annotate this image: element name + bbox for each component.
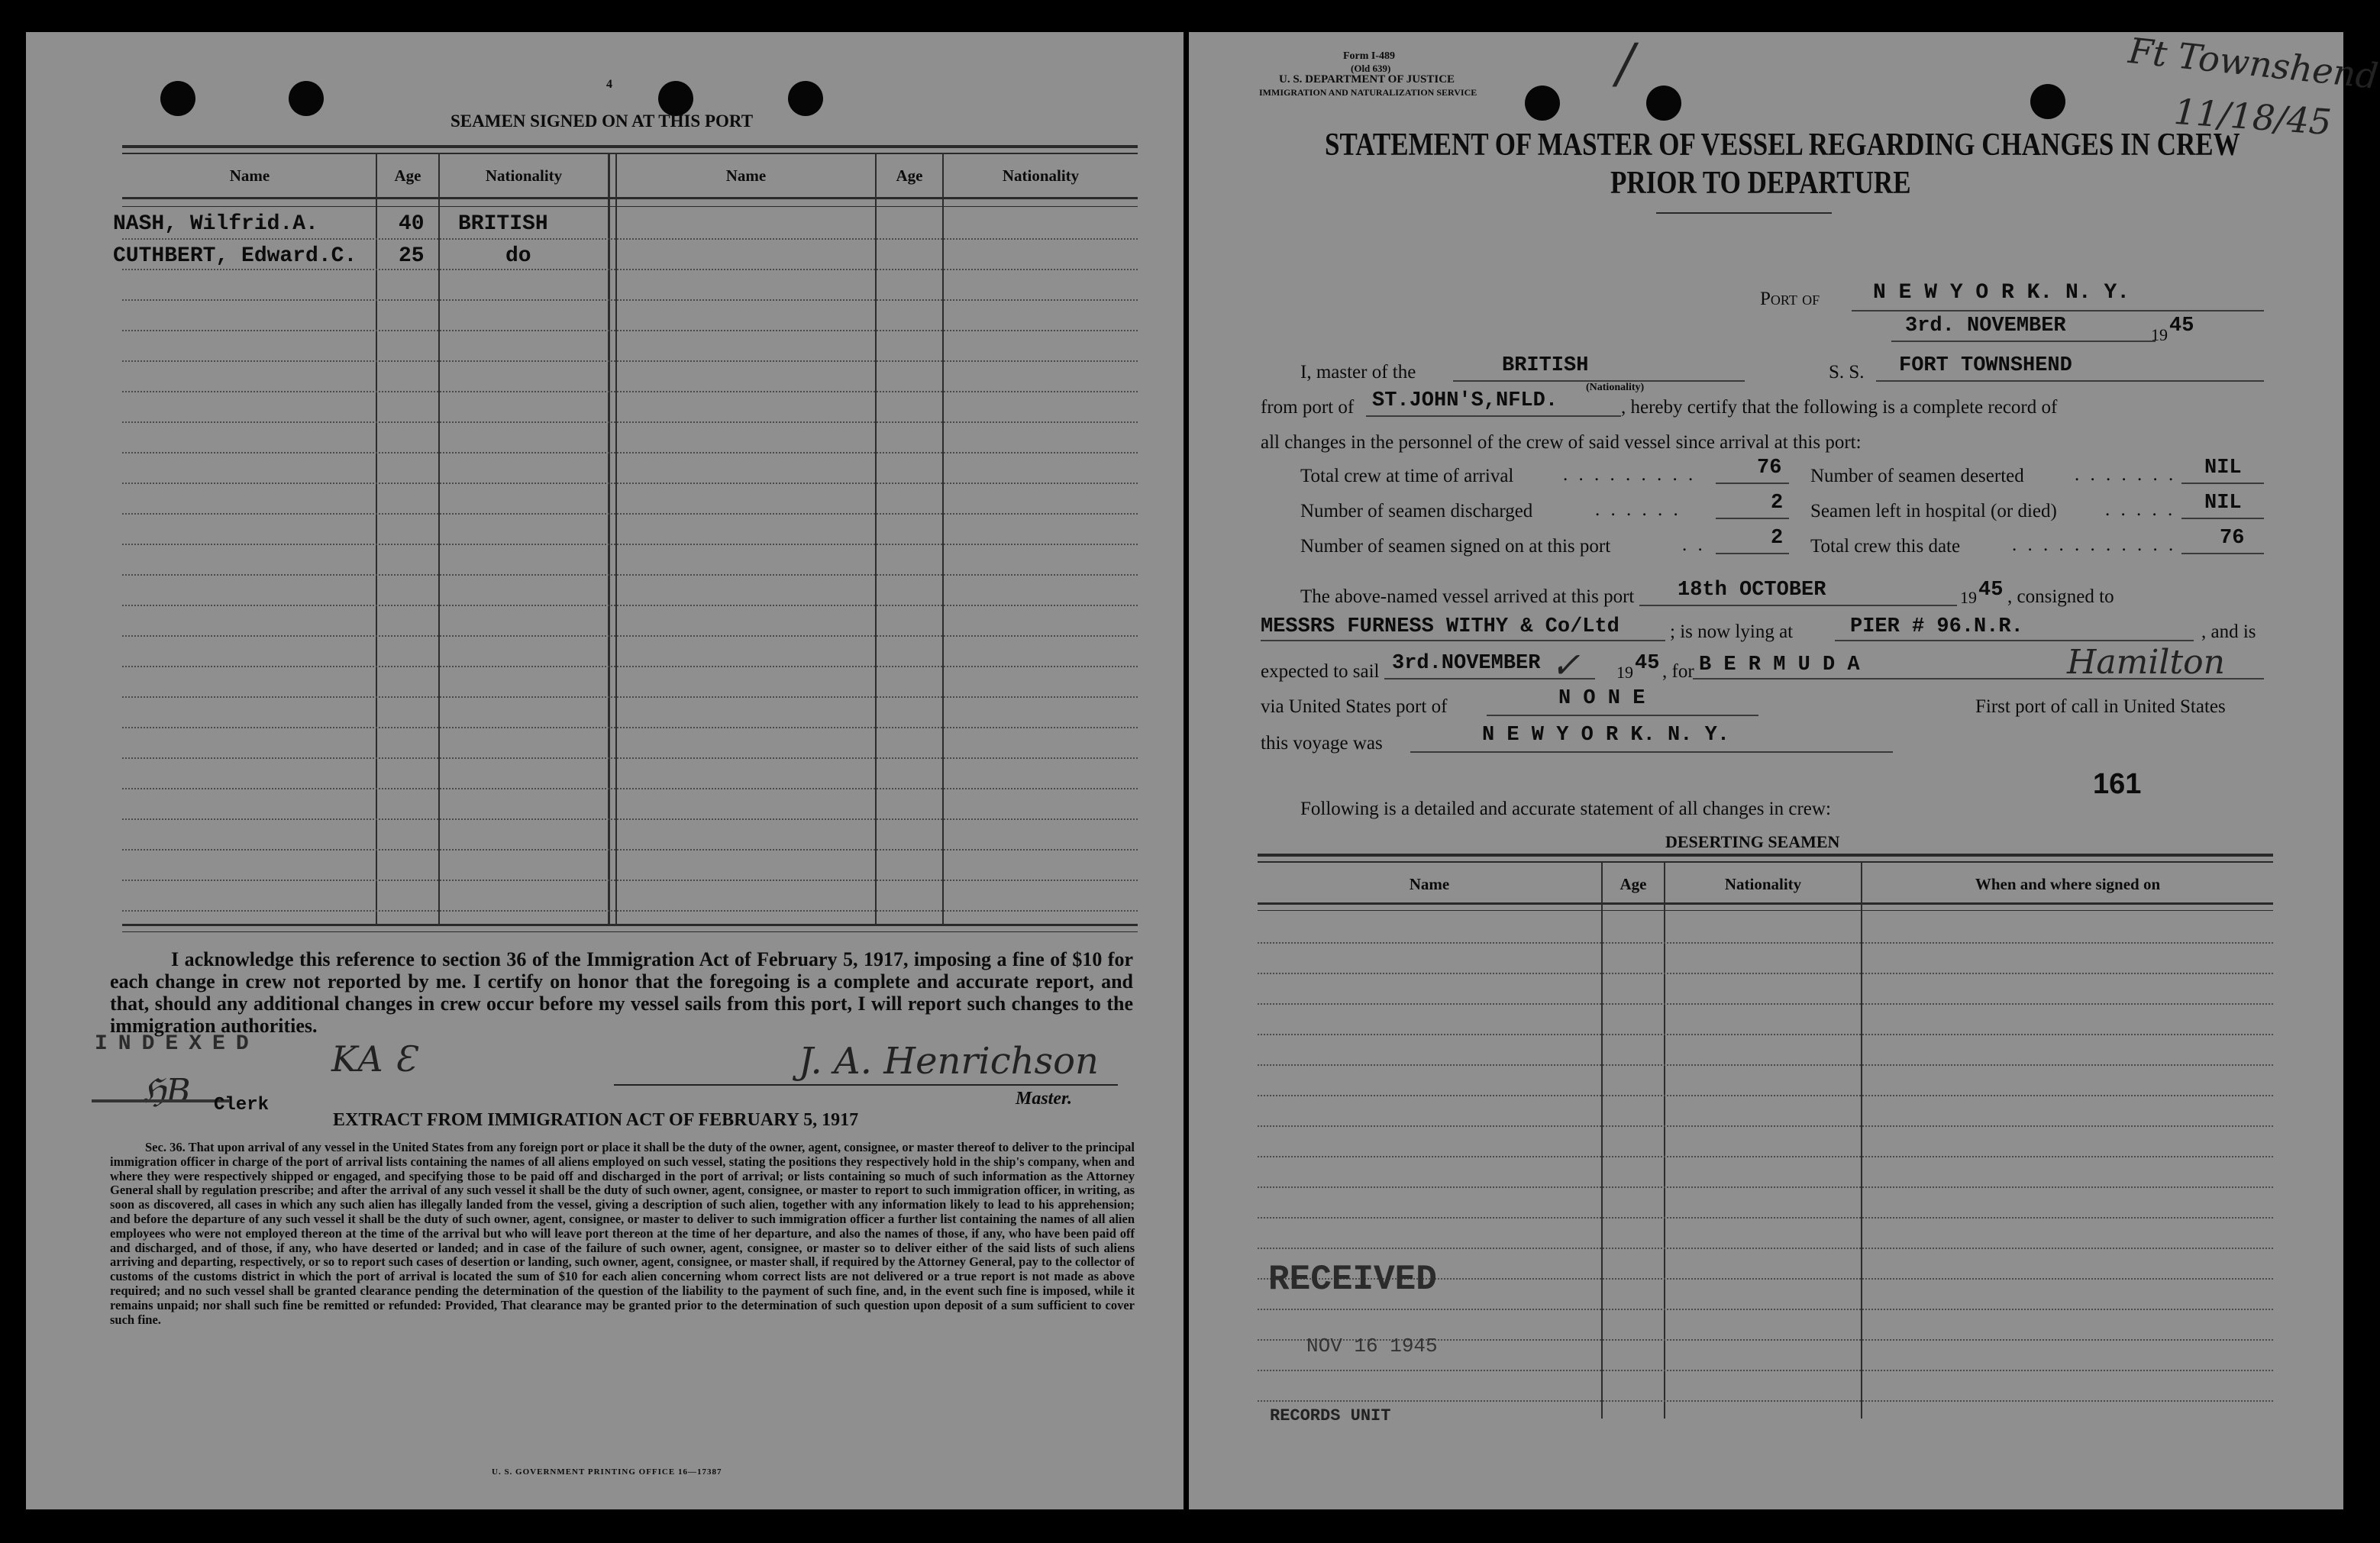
via-value: N O N E <box>1558 687 1645 710</box>
column-header-nationality: Nationality <box>485 166 563 185</box>
right-page <box>1189 29 2380 1509</box>
records-unit-stamp: RECORDS UNIT <box>1270 1406 1391 1425</box>
nationality-value: BRITISH <box>1502 354 1589 377</box>
binder-hole <box>160 81 195 116</box>
following-text: Following is a detailed and accurate statement of all changes in crew: <box>1300 799 1831 819</box>
sail-year-prefix: 19 <box>1616 663 1633 682</box>
stat-value: NIL <box>2204 457 2242 479</box>
deserting-header-age: Age <box>1619 875 1647 893</box>
indexed-stamp: INDEXED <box>95 1032 260 1056</box>
handwritten-checkmark: / <box>1616 32 1635 95</box>
nationality-caption: (Nationality) <box>1586 382 1645 393</box>
and-is-label: , and is <box>2201 621 2256 642</box>
extract-body: That upon arrival of any vessel in the United States from any foreign port or place it shall be the duty of the owner, agent, consignee, or master thereof to deliver to the principal immigration officer in charge of the port of arrival lists containing the names of all aliens employed on such vessel, stating the positions they respectively hold in the ship's company, when and where they were respectively shipped or engaged, and specifying those to be paid off and discharged in the port of arrival; or lists containing so much of such information as the Attorney General shall by regulation prescribe; and after the arrival of any such vessel it shall be the duty of such owner, agent, consignee, or master to report to such immigration officer, in writing, as soon as discovered, all cases in which any such alien has illegally landed from the vessel, giving a description of such alien, together with any information likely to lead to his apprehension; and before the departure of any such vessel it shall be the duty of such owner, agent, consignee, or master to deliver to such immigration officer a further list containing the names of all alien employees who were not employed thereon at the time of the arrival but who will leave port thereon at the time of her departure, and also the names of those, if any, who have been paid off and discharged, and of those, if any, who have deserted or landed; and in case of the failure of such owner, agent, consignee, or master so to deliver either of the said lists of such aliens arriving and departing, respectively, or so to report such cases of desertion or landing, such owner, agent, consignee, or master shall, if required by the Attorney General, pay to the collector of customs of the customs district in which the port of arrival is located the sum of $10 for each alien concerning whom correct lists are not delivered or a true report is not made as above required; and no such vessel shall be granted clearance pending the determination of the question of the liability to the payment of such fine, and, in the event such fine is imposed, while it remains unpaid; nor shall such fine be remitted or refunded: Provided, That clearance may be granted prior to the determination of such question upon deposit of a sum sufficient to cover such fine. <box>110 1140 1135 1327</box>
port-label: Port of <box>1760 289 1820 309</box>
sail-value: 3rd.NOVEMBER <box>1392 652 1541 675</box>
from-port-label: from port of <box>1261 397 1355 418</box>
form-title-line1: STATEMENT OF MASTER OF VESSEL REGARDING CHANGES IN CREW <box>1325 127 2240 163</box>
handwritten-date-note: 11/18/45 <box>2172 90 2333 144</box>
ship-name: FORT TOWNSHEND <box>1899 354 2072 377</box>
stat-label: Number of seamen signed on at this port <box>1300 536 1611 557</box>
column-header-age: Age <box>896 166 923 185</box>
form-old-number: (Old 639) <box>1351 63 1391 74</box>
stat-label: Seamen left in hospital (or died) <box>1810 501 2057 521</box>
clerk-initials: ℌB <box>140 1072 191 1111</box>
indexed-initials: KA Ɛ <box>331 1038 416 1080</box>
master-label: Master. <box>1016 1089 1073 1109</box>
binder-hole <box>1646 86 1681 121</box>
leader-dots: . . . . . . <box>1595 499 1681 520</box>
table-title: SEAMEN SIGNED ON AT THIS PORT <box>450 111 754 131</box>
column-header-name: Name <box>229 166 270 185</box>
from-port-value: ST.JOHN'S,NFLD. <box>1372 389 1558 412</box>
table-row-name: CUTHBERT, Edward.C. <box>113 244 357 268</box>
column-header-name: Name <box>725 166 767 185</box>
received-stamp: RECEIVED <box>1268 1260 1437 1299</box>
master-signature: J. A. Henrichson <box>799 1040 1099 1083</box>
left-page <box>26 32 1184 1509</box>
arrived-year-suffix: 45 <box>1978 579 2004 602</box>
acknowledgement-text: I acknowledge this reference to section 36 of the Immigration Act of February 5, 1917, imposing a fine of $10 for each change in crew not reported by me. I certify on honor that the foregoing is a complete and accurate report, and that, should any additional changes in crew occur before my vessel sails from this port, I will report such changes to the immigration authorities. <box>110 948 1133 1037</box>
deserting-title: DESERTING SEAMEN <box>1665 832 1840 851</box>
binder-hole <box>289 81 324 116</box>
stat-label: Number of seamen deserted <box>1810 466 2024 486</box>
year-suffix: 45 <box>2169 315 2194 337</box>
arrived-year-prefix: 19 <box>1960 588 1977 607</box>
ss-label: S. S. <box>1829 362 1865 383</box>
sail-checkmark: ✓ <box>1551 644 1581 686</box>
column-header-age: Age <box>394 166 421 185</box>
leader-dots: . . . . . . . . . . . <box>2012 534 2177 555</box>
table-row-age: 40 <box>399 212 425 236</box>
sec-label: Sec. 36. <box>145 1140 186 1154</box>
service-name: IMMIGRATION AND NATURALIZATION SERVICE <box>1259 87 1477 98</box>
stat-value: 76 <box>2220 527 2245 550</box>
leader-dots: . . <box>1682 534 1706 555</box>
first-port-label: First port of call in United States <box>1975 696 2226 717</box>
form-number: Form I-489 <box>1343 50 1396 62</box>
stat-label: Total crew this date <box>1810 536 1961 557</box>
binder-hole <box>1525 86 1560 121</box>
changes-text: all changes in the personnel of the crew of said vessel since arrival at this port: <box>1261 432 1862 453</box>
table-row-nationality: BRITISH <box>458 212 548 236</box>
lying-value: PIER # 96.N.R. <box>1850 615 2023 638</box>
table-row-nationality: do <box>505 244 531 268</box>
for-label: , for <box>1662 661 1694 682</box>
binder-hole <box>2030 84 2065 119</box>
stamped-number: 161 <box>2093 768 2142 800</box>
consignee-value: MESSRS FURNESS WITHY & Co/Ltd <box>1261 615 1619 638</box>
binder-hole <box>788 81 823 116</box>
printing-office: U. S. GOVERNMENT PRINTING OFFICE 16—17387 <box>492 1467 722 1477</box>
form-title-line2: PRIOR TO DEPARTURE <box>1610 165 1911 201</box>
lying-label: ; is now lying at <box>1670 621 1794 642</box>
date-value: 3rd. NOVEMBER <box>1905 315 2066 337</box>
port-value: N E W Y O R K. N. Y. <box>1873 281 2130 305</box>
deserting-header-nationality: Nationality <box>1724 875 1802 893</box>
table-row-age: 25 <box>399 244 425 268</box>
table-row-name: NASH, Wilfrid.A. <box>113 212 318 236</box>
arrived-value: 18th OCTOBER <box>1678 579 1826 602</box>
stat-value: 2 <box>1771 527 1784 550</box>
stat-label: Total crew at time of arrival <box>1300 466 1514 486</box>
clerk-label: Clerk <box>214 1095 270 1115</box>
via-label: via United States port of <box>1261 696 1448 717</box>
leader-dots: . . . . . . . . . <box>1563 464 1697 485</box>
destination-handwritten: Hamilton <box>2067 643 2225 682</box>
year-prefix: 19 <box>2151 325 2168 344</box>
stat-value: 76 <box>1757 457 1782 479</box>
stat-label: Number of seamen discharged <box>1300 501 1533 521</box>
page-number: 4 <box>606 78 612 91</box>
master-of-label: I, master of the <box>1300 362 1416 383</box>
handwritten-ship-note: Ft Townshend <box>2126 29 2380 98</box>
voyage-label: this voyage was <box>1261 733 1383 754</box>
received-date: NOV 16 1945 <box>1306 1335 1438 1357</box>
deserting-header-name: Name <box>1409 875 1450 893</box>
consigned-label: , consigned to <box>2007 586 2114 607</box>
sail-label: expected to sail <box>1261 661 1380 682</box>
column-header-nationality: Nationality <box>1002 166 1080 185</box>
stat-value: 2 <box>1771 492 1784 515</box>
certify-text: , hereby certify that the following is a complete record of <box>1621 397 2058 418</box>
voyage-value: N E W Y O R K. N. Y. <box>1482 724 1730 747</box>
for-value: B E R M U D A <box>1699 654 1860 676</box>
department-name: U. S. DEPARTMENT OF JUSTICE <box>1279 73 1455 86</box>
deserting-header-signed-on: When and where signed on <box>1975 875 2161 893</box>
stat-value: NIL <box>2204 492 2242 515</box>
extract-title: EXTRACT FROM IMMIGRATION ACT OF FEBRUARY 5, 1917 <box>333 1110 859 1130</box>
extract-text <box>110 1141 1135 1327</box>
sail-year-suffix: 45 <box>1635 652 1660 675</box>
leader-dots: . . . . . <box>2105 499 2176 520</box>
leader-dots: . . . . . . . <box>2075 464 2177 485</box>
arrived-label: The above-named vessel arrived at this port <box>1300 586 1635 607</box>
